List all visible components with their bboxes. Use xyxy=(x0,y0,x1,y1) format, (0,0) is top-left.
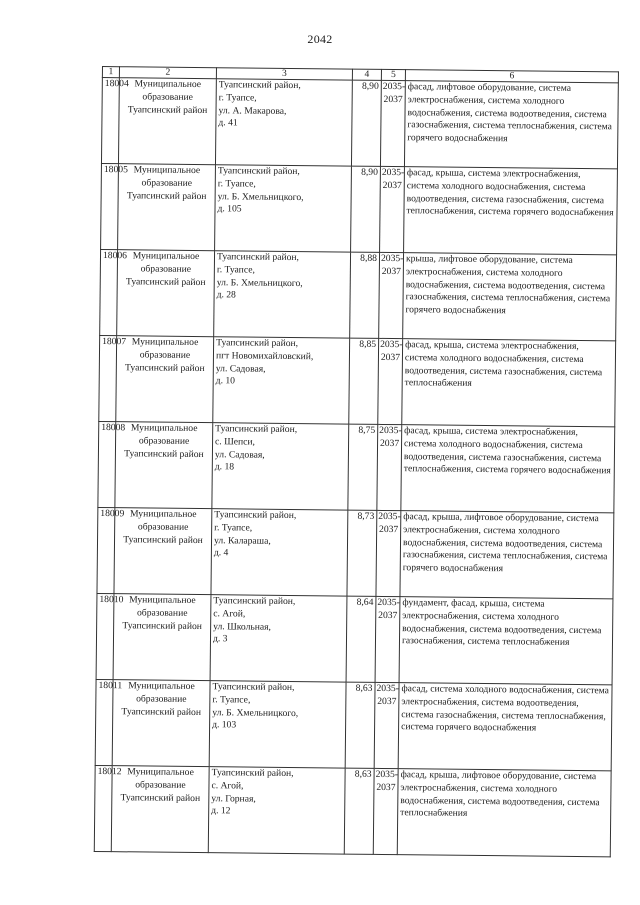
municipality-cell: Муниципальное образование Туапсинский район xyxy=(117,250,215,337)
page-number: 2042 xyxy=(307,32,333,46)
table-row xyxy=(101,163,618,254)
address-line: г. Туапсе, xyxy=(216,264,255,276)
score-cell: 8,75 xyxy=(348,424,378,510)
column-header: 1 xyxy=(102,67,119,78)
address-line: ул. Школьная, xyxy=(213,620,272,633)
address-line: ул. Садовая, xyxy=(214,448,265,461)
period-cell: 2035-2037 xyxy=(379,252,404,338)
address-line: Туапсинский район, xyxy=(217,165,300,178)
address-line: д. 18 xyxy=(214,461,235,473)
address-line: с. Агой, xyxy=(213,607,246,620)
row-number-cell: 18004 xyxy=(101,78,119,164)
score-cell: 8,73 xyxy=(347,510,377,596)
municipality-cell: Муниципальное образование Туапсинский район xyxy=(115,422,213,509)
municipality-cell: Муниципальное образование Туапсинский район xyxy=(111,766,209,853)
address-line: Туапсинский район, xyxy=(216,251,300,264)
address-cell xyxy=(215,79,352,166)
works-list-cell: фасад, крыша, система электроснабжения, система холодного водоснабжения, система водоотведения, система газоснабжения, система теплоснабжения xyxy=(402,339,616,427)
address-line: с. Шепси, xyxy=(215,436,256,448)
row-number-cell: 18006 xyxy=(100,249,118,335)
works-list-cell: фундамент, фасад, крыша, система электроснабжения, система холодного водоснабжения, система водоотведения, система газоснабжения, система теплоснабжения xyxy=(399,597,613,685)
table-row xyxy=(96,593,613,684)
row-number-cell: 18009 xyxy=(97,507,115,593)
period-cell: 2035-2037 xyxy=(380,166,405,252)
table-row xyxy=(98,421,615,512)
works-list-cell: фасад, крыша, система электроснабжения, система холодного водоснабжения, система водоотведения, система газоснабжения, система теплоснабжения, система горячего водоснабжения xyxy=(404,167,618,255)
address-cell xyxy=(215,165,352,252)
period-cell: 2035-2037 xyxy=(373,768,398,854)
works-list-cell: фасад, лифтовое оборудование, система электроснабжения, система холодного водоснабжения, система водоотведения, система газоснабжения, система теплоснабжения, система горячего водоснабжения xyxy=(404,81,618,169)
address-line: д. 105 xyxy=(217,203,242,215)
municipality-cell: Муниципальное образование Туапсинский район xyxy=(113,594,211,681)
address-line: ул. Б. Хмельницкого, xyxy=(217,190,304,203)
address-line: ул. А. Макарова, xyxy=(218,104,287,117)
address-line: г. Туапсе, xyxy=(217,178,256,190)
works-list-cell: фасад, крыша, лифтовое оборудование, система электроснабжения, система холодного водоснабжения, система водоотведения, система теплоснабжения xyxy=(397,769,611,857)
table-row xyxy=(99,335,616,426)
address-line: Туапсинский район, xyxy=(216,337,299,350)
row-number-cell: 18012 xyxy=(94,765,112,851)
row-number-cell: 18008 xyxy=(98,421,116,507)
table-row xyxy=(97,507,614,598)
address-line: д. 28 xyxy=(216,289,236,301)
table-row xyxy=(100,249,617,340)
address-line: д. 103 xyxy=(212,719,237,731)
column-header: 5 xyxy=(381,69,405,80)
address-line: ул. Горная, xyxy=(211,792,256,805)
score-cell: 8,63 xyxy=(345,682,375,768)
row-number-cell: 18010 xyxy=(96,593,114,679)
address-line: г. Туапсе, xyxy=(214,521,253,534)
address-cell xyxy=(213,337,350,424)
address-cell xyxy=(208,767,345,854)
works-list-cell: фасад, крыша, система электроснабжения, система холодного водоснабжения, система водоотведения, система газоснабжения, система теплоснабжения, система горячего водоснабжения xyxy=(401,425,615,513)
address-cell xyxy=(209,681,346,768)
address-line: д. 10 xyxy=(215,375,236,387)
period-cell: 2035-2037 xyxy=(377,424,402,510)
table-row xyxy=(94,765,611,856)
address-line: д. 3 xyxy=(212,633,228,645)
score-cell: 8,85 xyxy=(349,338,379,424)
period-cell: 2035-2037 xyxy=(376,510,401,596)
period-cell: 2035-2037 xyxy=(378,338,403,424)
column-header: 4 xyxy=(352,69,381,80)
period-cell: 2035-2037 xyxy=(374,682,399,768)
works-list-cell: фасад, крыша, лифтовое оборудование, система электроснабжения, система холодного водоснабжения, система водоотведения, система газоснабжения, система теплоснабжения, система горячего водоснабжения xyxy=(400,511,614,599)
column-header: 2 xyxy=(119,67,216,79)
address-line: д. 12 xyxy=(211,805,231,817)
works-list-cell: фасад, система холодного водоснабжения, система электроснабжения, система водоотведения, система газоснабжения, система теплоснабжения, система горячего водоснабжения xyxy=(398,683,612,771)
address-line: ул. Садовая, xyxy=(215,362,266,375)
municipality-cell: Муниципальное образование Туапсинский район xyxy=(116,336,214,423)
works-list-cell: крыша, лифтовое оборудование, система электроснабжения, система холодного водоснабжения, система водоотведения, система газоснабжения, система теплоснабжения, система горячего водоснабжения xyxy=(403,253,617,341)
address-line: с. Агой, xyxy=(211,779,244,792)
address-cell xyxy=(212,423,349,510)
address-line: д. 41 xyxy=(218,117,238,129)
address-line: ул. Б. Хмельницкого, xyxy=(212,706,299,719)
address-line: д. 4 xyxy=(213,547,229,559)
address-line: ул. Б. Хмельницкого, xyxy=(216,276,303,289)
score-cell: 8,63 xyxy=(344,768,374,854)
row-number-cell: 18005 xyxy=(101,163,119,249)
column-header: 6 xyxy=(405,70,618,83)
score-cell: 8,88 xyxy=(350,252,380,338)
address-line: Туапсинский район, xyxy=(214,509,297,522)
address-line: Туапсинский район, xyxy=(211,767,294,780)
address-line: ул. Калараша, xyxy=(213,534,271,547)
address-line: Туапсинский район, xyxy=(212,681,295,694)
period-cell: 2035-2037 xyxy=(375,596,400,682)
table-body xyxy=(94,78,618,857)
address-line: пгт Новомихайловский, xyxy=(215,350,314,363)
score-cell: 8,64 xyxy=(346,596,376,682)
municipality-cell: Муниципальное образование Туапсинский район xyxy=(118,164,216,251)
address-cell xyxy=(210,595,347,682)
repair-program-table xyxy=(94,66,619,857)
score-cell: 8,90 xyxy=(351,166,381,252)
row-number-cell: 18007 xyxy=(99,335,117,421)
municipality-cell: Муниципальное образование Туапсинский район xyxy=(118,78,216,165)
address-line: Туапсинский район, xyxy=(215,423,298,436)
municipality-cell: Муниципальное образование Туапсинский район xyxy=(114,508,212,595)
table-row xyxy=(101,78,618,169)
address-line: г. Туапсе, xyxy=(212,693,251,706)
row-number-cell: 18011 xyxy=(95,679,113,765)
address-line: Туапсинский район, xyxy=(213,595,296,608)
address-cell xyxy=(214,251,351,338)
municipality-cell: Муниципальное образование Туапсинский район xyxy=(112,680,210,767)
period-cell: 2035-2037 xyxy=(380,80,405,166)
column-header: 3 xyxy=(216,68,352,80)
table-row xyxy=(95,679,612,770)
score-cell: 8,90 xyxy=(351,80,381,166)
address-line: г. Туапсе, xyxy=(218,92,257,104)
address-cell xyxy=(211,509,348,596)
address-line: Туапсинский район, xyxy=(218,79,301,92)
